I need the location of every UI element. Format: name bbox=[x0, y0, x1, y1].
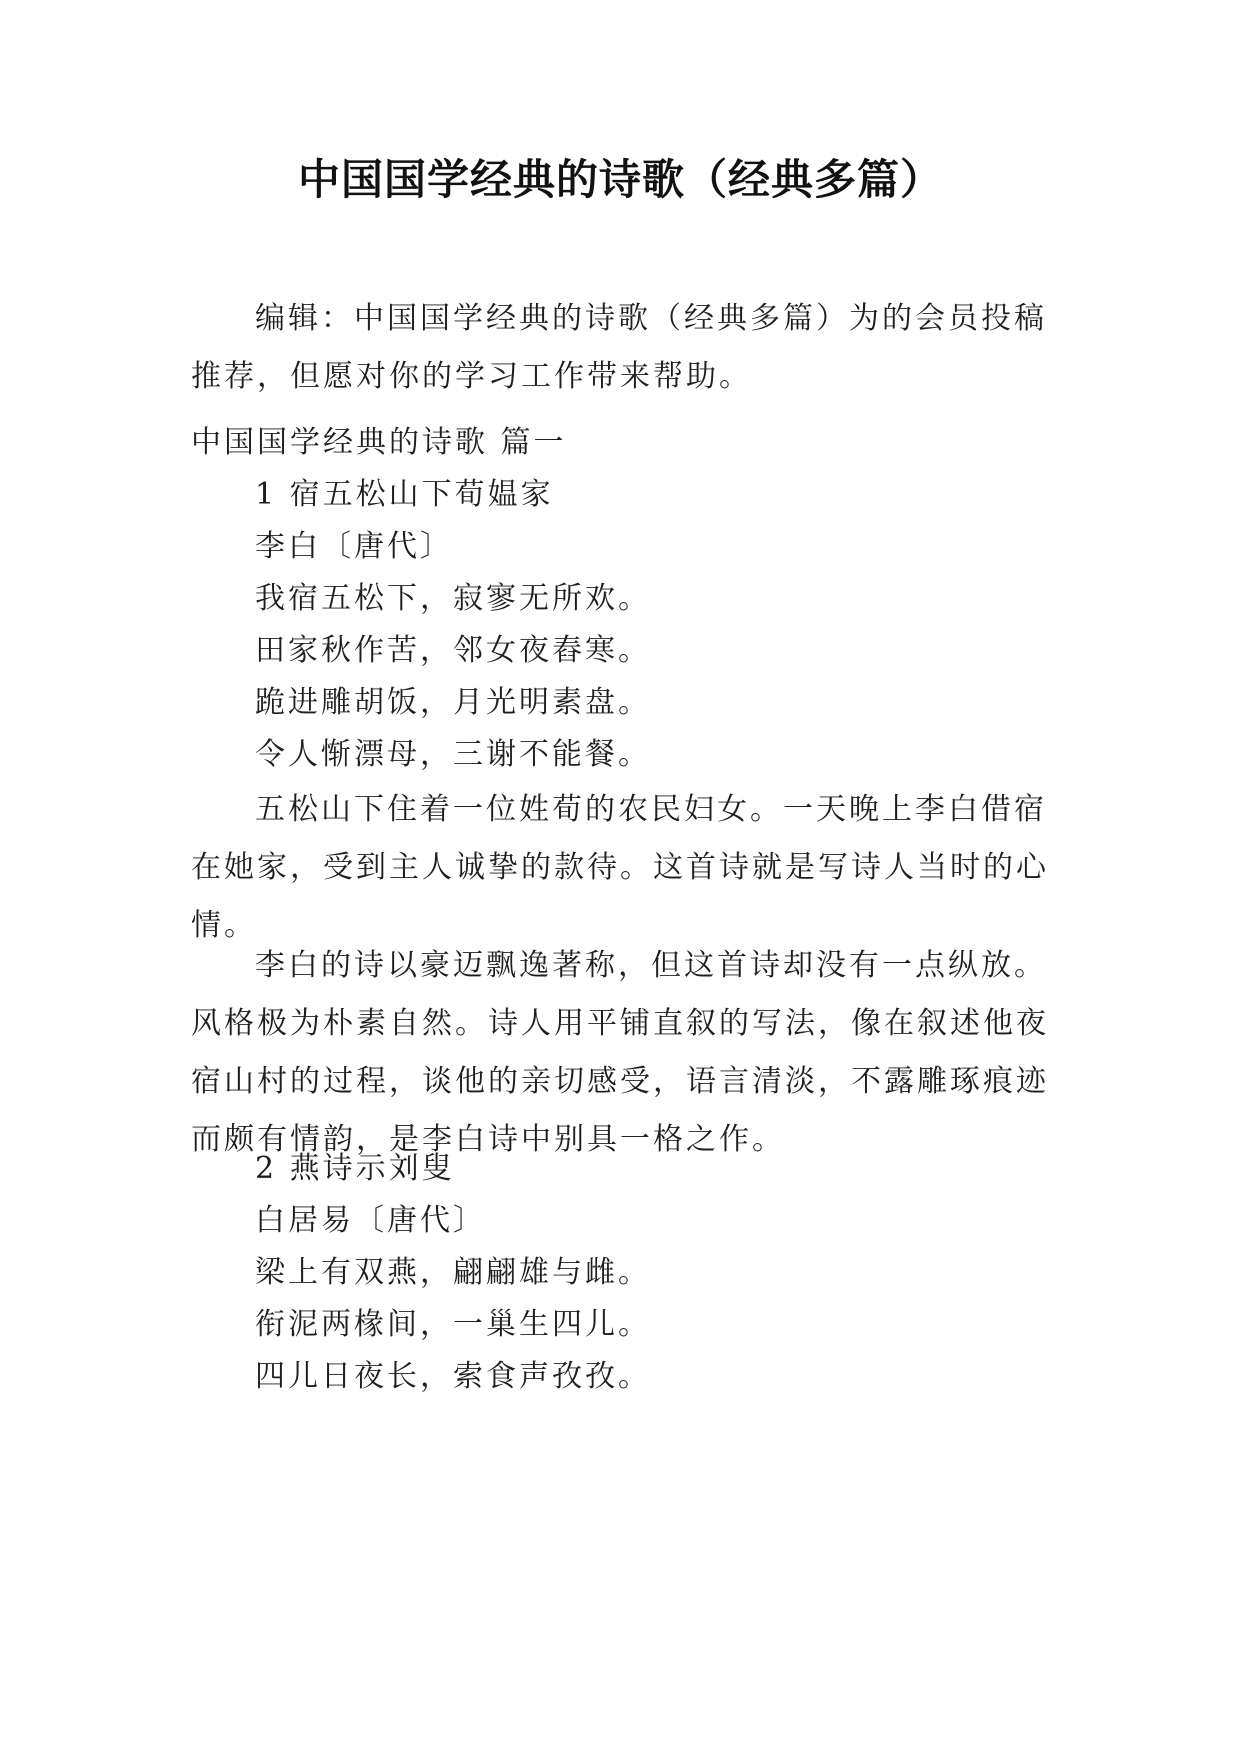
intro-paragraph: 编辑：中国国学经典的诗歌（经典多篇）为的会员投稿推荐，但愿对你的学习工作带来帮助。 bbox=[191, 301, 1047, 394]
poem2-line-1: 梁上有双燕，翩翩雄与雌。 bbox=[255, 1255, 651, 1290]
poem1-commentary-2: 李白的诗以豪迈飘逸著称，但这首诗却没有一点纵放。风格极为朴素自然。诗人用平铺直叙的写法，像在叙述他夜宿山村的过程，谈他的亲切感受，语言清淡，不露雕琢痕迹而颇有情韵，是李白诗中别具一格之作。 bbox=[191, 948, 1049, 1157]
section-heading: 中国国学经典的诗歌 篇一 bbox=[191, 425, 567, 460]
poem2-line-3: 四儿日夜长，索食声孜孜。 bbox=[255, 1359, 651, 1394]
poem2-author: 白居易〔唐代〕 bbox=[255, 1203, 486, 1238]
poem1-line-2: 田家秋作苦，邻女夜舂寒。 bbox=[255, 633, 651, 668]
poem1-commentary-1: 五松山下住着一位姓荀的农民妇女。一天晚上李白借宿在她家，受到主人诚挚的款待。这首诗就是写诗人当时的心情。 bbox=[191, 792, 1049, 943]
poem1-title: 1 宿五松山下荀媪家 bbox=[255, 477, 554, 512]
poem2-line-2: 衔泥两椽间，一巢生四儿。 bbox=[255, 1307, 651, 1342]
poem2-title: 2 燕诗示刘叟 bbox=[255, 1151, 455, 1186]
poem1-line-3: 跪进雕胡饭，月光明素盘。 bbox=[255, 685, 651, 720]
document-title: 中国国学经典的诗歌（经典多篇） bbox=[297, 155, 943, 204]
poem1-author: 李白〔唐代〕 bbox=[255, 529, 453, 564]
poem1-line-4: 令人惭漂母，三谢不能餐。 bbox=[255, 737, 651, 772]
poem1-line-1: 我宿五松下，寂寥无所欢。 bbox=[255, 581, 651, 616]
